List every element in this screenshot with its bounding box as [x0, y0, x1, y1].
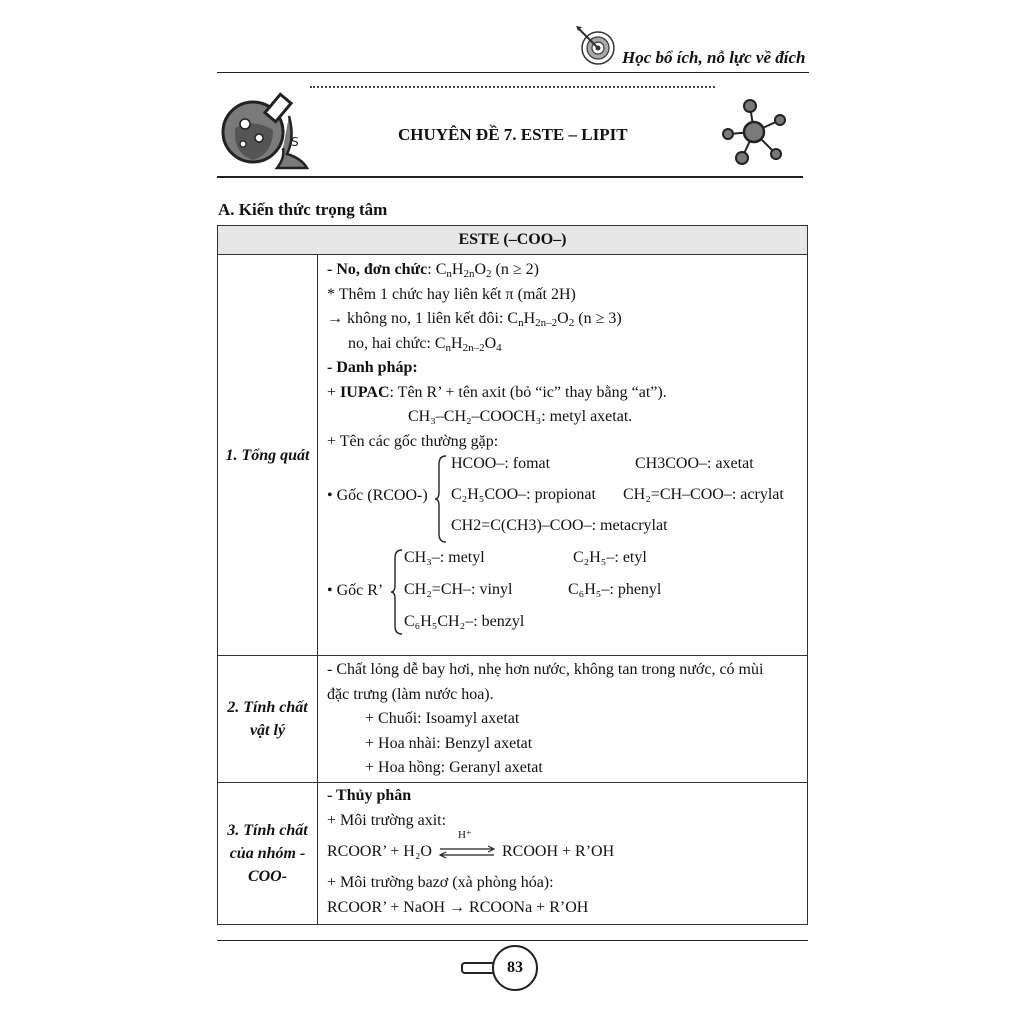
list-item: + Hoa hồng: Geranyl axetat	[365, 759, 543, 776]
equilibrium-arrow-icon: H⁺	[438, 842, 496, 862]
table-row	[218, 255, 808, 656]
molecule-icon	[720, 98, 790, 170]
flask-icon	[215, 88, 315, 174]
hydrolysis-heading: - Thủy phân	[327, 787, 412, 804]
list-item: CH₃–: metyl	[404, 549, 485, 566]
table-row	[218, 656, 808, 783]
top-rule	[217, 72, 809, 73]
row-content-general	[318, 255, 808, 656]
table-header: ESTE (–COO–)	[218, 226, 808, 255]
row-content-physical	[318, 656, 808, 783]
row-label-physical: 2. Tính chất vật lý	[218, 656, 318, 783]
text-line: - Chất lỏng dễ bay hơi, nhẹ hơn nước, không tan trong nước, có mùi	[327, 661, 764, 678]
example-line: CH₃–CH₂–COOCH₃: metyl axetat.	[408, 408, 633, 425]
rcoo-label: • Gốc (RCOO-)	[327, 487, 428, 504]
text-line: đặc trưng (làm nước hoa).	[327, 685, 494, 703]
list-item: + Chuối: Isoamyl axetat	[365, 710, 520, 727]
row-label-coo: 3. Tính chất của nhóm -COO-	[218, 783, 318, 925]
list-item: C₆H₅–: phenyl	[568, 581, 662, 598]
iupac-line: + IUPAC: Tên R’ + tên axit (bỏ “ic” thay bằng “at”).	[327, 383, 667, 401]
list-item: CH₂=CH–COO–: acrylat	[623, 486, 784, 503]
chapter-title: CHUYÊN ĐỀ 7. ESTE – LIPIT	[398, 125, 628, 144]
bottom-rule	[217, 940, 808, 941]
r-group-block	[327, 548, 807, 638]
list-item: + Hoa nhài: Benzyl axetat	[365, 734, 533, 752]
slogan: Học bổ ích, nỗ lực về đích	[622, 48, 806, 67]
equation-acid: RCOOR’ + H₂O H⁺ RCOOH + R’OH	[327, 833, 807, 871]
list-item: C₂H₅–: etyl	[573, 549, 647, 566]
svg-text:S: S	[291, 135, 299, 149]
row-label-general: 1. Tổng quát	[218, 255, 318, 656]
equation-base: RCOOR’ + NaOH → RCOONa + R’OH	[327, 898, 589, 916]
list-item: CH2=C(CH3)–COO–: metacrylat	[451, 517, 668, 534]
r-label: • Gốc R’	[327, 582, 384, 599]
naming-heading: - Danh pháp:	[327, 359, 418, 376]
list-item: C₂H₅COO–: propionat	[451, 486, 596, 503]
page-number: 83	[492, 945, 538, 991]
formula-line-1: - No, đơn chức: $C_nH_{2n}O_2$ (n ≥ 2)	[327, 261, 539, 280]
rcoo-group-block	[327, 454, 807, 548]
target-icon	[574, 24, 618, 68]
brace-icon	[434, 454, 448, 544]
section-heading: A. Kiến thức trọng tâm	[218, 200, 388, 219]
list-item: HCOO–: fomat	[451, 455, 551, 472]
list-item: CH₂=CH–: vinyl	[404, 581, 513, 598]
text-line: + Môi trường axit:	[327, 811, 447, 829]
text-line: * Thêm 1 chức hay liên kết π (mất 2H)	[327, 285, 576, 303]
text-line: + Môi trường bazơ (xà phòng hóa):	[327, 874, 554, 891]
text-line: + Tên các gốc thường gặp:	[327, 432, 499, 450]
brace-icon	[390, 548, 404, 636]
list-item: CH3COO–: axetat	[635, 455, 754, 472]
table-row	[218, 783, 808, 925]
title-rule	[217, 176, 803, 178]
list-item: C₆H₅CH₂–: benzyl	[404, 613, 525, 630]
formula-line-3: no, hai chức: $C_nH_{2n-2}O_4$	[348, 334, 502, 354]
este-table	[217, 225, 808, 925]
row-content-coo	[318, 783, 808, 925]
dotted-divider	[310, 86, 715, 88]
formula-line-2: → không no, 1 liên kết đôi: $C_nH_{2n-2}O_2$ (n ≥ 3)	[327, 310, 622, 329]
